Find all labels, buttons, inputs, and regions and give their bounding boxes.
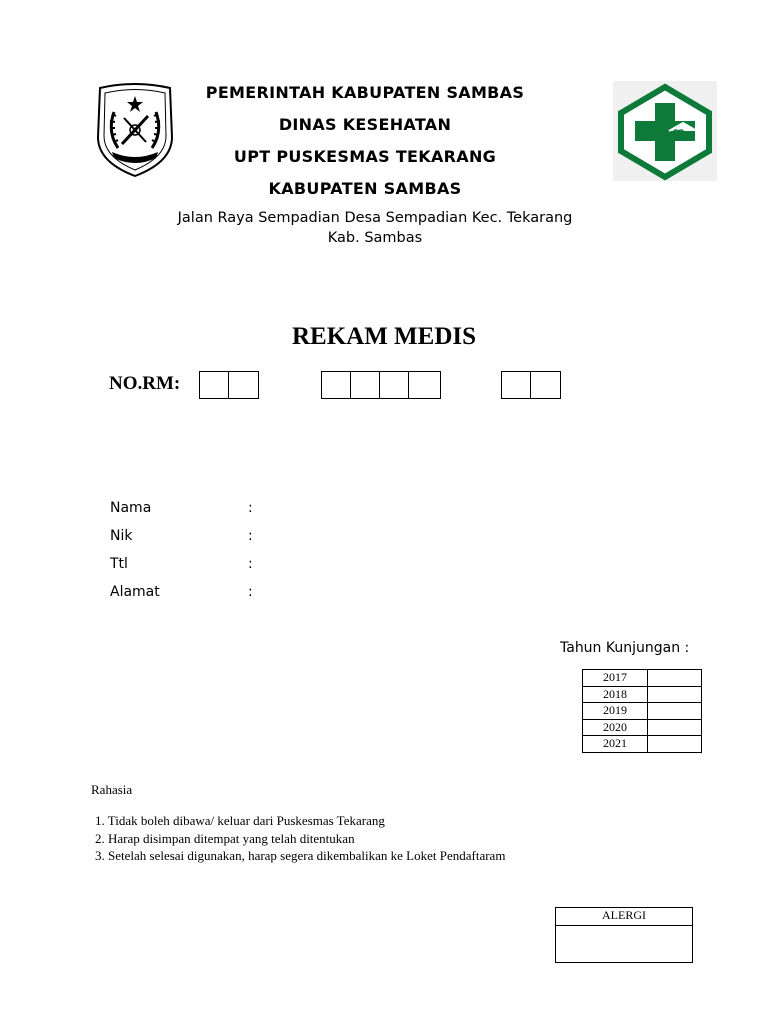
field-nik-colon: : xyxy=(248,528,253,544)
field-address-label: Alamat xyxy=(110,584,160,600)
address-line-1: Jalan Raya Sempadian Desa Sempadian Kec. Tekarang xyxy=(177,210,573,226)
field-address-colon: : xyxy=(248,584,253,600)
table-row xyxy=(583,736,702,753)
confidential-label: Rahasia xyxy=(91,782,133,797)
record-number-label: NO.RM: xyxy=(109,373,181,394)
list-item: 1. Tidak boleh dibawa/ keluar dari Puskesmas Tekarang xyxy=(95,813,385,828)
field-nik-label: Nik xyxy=(110,528,133,544)
list-item: 3. Setelah selesai digunakan, harap segera dikembalikan ke Loket Pendaftaram xyxy=(95,848,506,863)
header-government: PEMERINTAH KABUPATEN SAMBAS xyxy=(205,83,525,102)
year-cell: 2020 xyxy=(583,719,648,736)
table-row xyxy=(583,670,702,687)
header-clinic: UPT PUSKESMAS TEKARANG xyxy=(233,147,497,166)
year-cell: 2019 xyxy=(583,703,648,720)
list-item: 2. Harap disimpan ditempat yang telah ditentukan xyxy=(95,830,355,846)
allergy-box[interactable] xyxy=(555,907,693,963)
record-number-boxes-3[interactable] xyxy=(501,371,561,399)
health-logo-icon xyxy=(613,81,717,181)
field-name-label: Nama xyxy=(110,500,152,516)
record-number-boxes-1[interactable] xyxy=(199,371,259,399)
visit-check-cell[interactable] xyxy=(648,686,702,703)
visit-check-cell[interactable] xyxy=(648,719,702,736)
field-name-colon: : xyxy=(248,500,253,516)
table-row xyxy=(583,703,702,720)
visit-check-cell[interactable] xyxy=(648,670,702,687)
visit-check-cell[interactable] xyxy=(648,736,702,753)
record-number-boxes-2[interactable] xyxy=(321,371,441,399)
allergy-label: ALERGI xyxy=(556,908,692,926)
visit-year-table xyxy=(582,669,702,753)
table-row xyxy=(583,686,702,703)
address-line-2: Kab. Sambas xyxy=(327,230,423,246)
rules-list xyxy=(95,812,505,865)
year-cell: 2017 xyxy=(583,670,648,687)
visit-check-cell[interactable] xyxy=(648,703,702,720)
document-title: REKAM MEDIS xyxy=(291,323,477,350)
header-agency: DINAS KESEHATAN xyxy=(278,115,452,134)
visit-year-label: Tahun Kunjungan : xyxy=(560,640,690,656)
year-cell: 2021 xyxy=(583,736,648,753)
header-regency: KABUPATEN SAMBAS xyxy=(268,179,462,198)
field-ttl-colon: : xyxy=(248,556,253,572)
field-ttl-label: Ttl xyxy=(110,556,128,572)
year-cell: 2018 xyxy=(583,686,648,703)
table-row xyxy=(583,719,702,736)
